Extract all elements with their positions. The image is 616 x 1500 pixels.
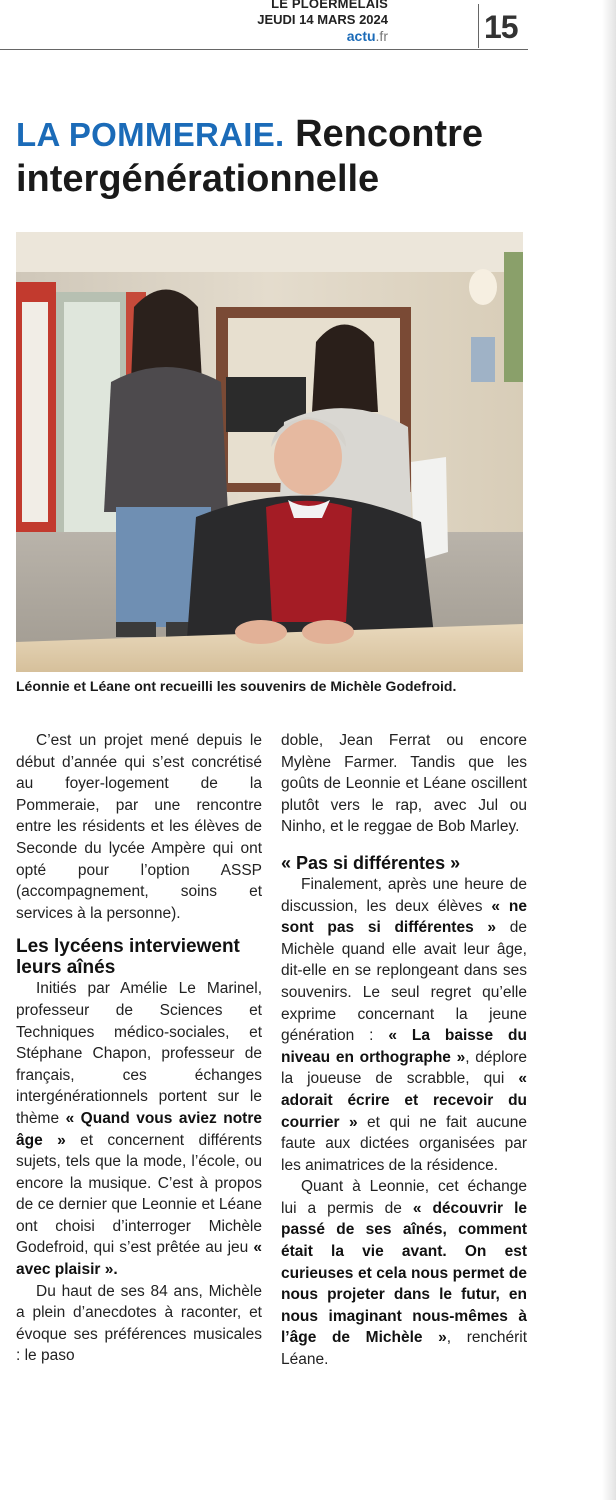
text-run: Initiés par Amélie Le Marinel, professeur de Sciences et Techniques médico-sociales, et Stéphane Chapon, professeur de français, ces échanges intergénérationnels portent sur le thème [16,980,262,1127]
article-photo [16,232,523,672]
article-column-right [281,730,527,1371]
page-edge-shadow [602,0,616,1500]
site-link[interactable] [347,28,388,44]
text-run: , déplore la joueuse de scrabble, qui [281,1048,527,1088]
text-run: de Michèle quand elle avait leur âge, dit-elle en se replongeant dans ses souvenirs. Le seul regret qu’elle exprime concernant la jeune génération : [281,919,527,1045]
page-number: 15 [484,9,518,45]
article-kicker: LA POMMERAIE. [16,116,285,153]
issue-date: JEUDI 14 MARS 2024 [257,12,388,27]
photo-caption: Léonnie et Léane ont recueilli les souvenirs de Michèle Godefroid. [16,678,457,694]
paragraph-musique: doble, Jean Ferrat ou encore Mylène Farmer. Tandis que les goûts de Leonnie et Léane oscillent plutôt vers le rap, avec Jul ou Ninho, et le reggae de Bob Marley. [281,732,527,836]
subhead-lyceens: Les lycéens interviewent leurs aînés [16,936,240,979]
site-tld: .fr [375,28,388,44]
text-run: et concernent différents sujets, tels que la mode, l’école, ou encore la musique. C’est à propos de ce dernier que Leonnie et Léane ont choisi d’interroger Michèle Godefroid, qui s’est prêtée au jeu [16,1131,262,1257]
page-header [0,0,528,50]
article-title: Rencontre intergénérationnelle [16,113,483,200]
text-run: Quant à Leonnie, cet échange lui a permis de [281,1178,527,1217]
article-headline [16,112,526,201]
paragraph-discussion [281,874,527,1176]
paragraph-leonnie [281,1176,527,1370]
text-run: , renchérit Léane. [281,1329,527,1369]
paragraph-echanges [16,978,262,1280]
publication-name: LE PLOERMELAIS [271,0,388,11]
text-run: Finalement, après une heure de discussion, les deux élèves [281,875,527,915]
site-brand: actu [346,28,376,44]
paragraph-intro: C’est un projet mené depuis le début d’année qui s’est concrétisé au foyer-logement de la Pommeraie, par une rencontre entre les résidents et les élèves de Seconde du lycée Ampère qui ont opté pour l’option ASSP (accompagnement, soins et services à la personne). [16,732,262,922]
quote-courrier: « adorait écrire et recevoir du courrier » [281,1070,527,1131]
subhead-differentes: « Pas si différentes » [281,852,461,873]
header-rule [0,49,528,50]
quote-passe: « découvrir le passé de ses aînés, comment était la vie avant. On est curieuses et cela nous permet de nous projeter dans le futur, en nous imaginant nous-mêmes à l’âge de Michèle » [281,1199,528,1347]
header-divider [478,4,479,48]
quote-theme: « Quand vous aviez notre âge » [16,1109,262,1149]
text-run: et qui ne fait aucune faute aux dictées organisées par les animatrices de la résidence. [281,1113,527,1174]
quote-differentes: « ne sont pas si différentes » [281,897,528,937]
quote-plaisir: « avec plaisir ». [16,1239,262,1279]
quote-orthographe: « La baisse du niveau en orthographe » [281,1027,527,1066]
article-column-left [16,730,262,1367]
paragraph-michele: Du haut de ses 84 ans, Michèle a plein d’anecdotes à raconter, et évoque ses préférences musicales : le paso [16,1282,262,1365]
